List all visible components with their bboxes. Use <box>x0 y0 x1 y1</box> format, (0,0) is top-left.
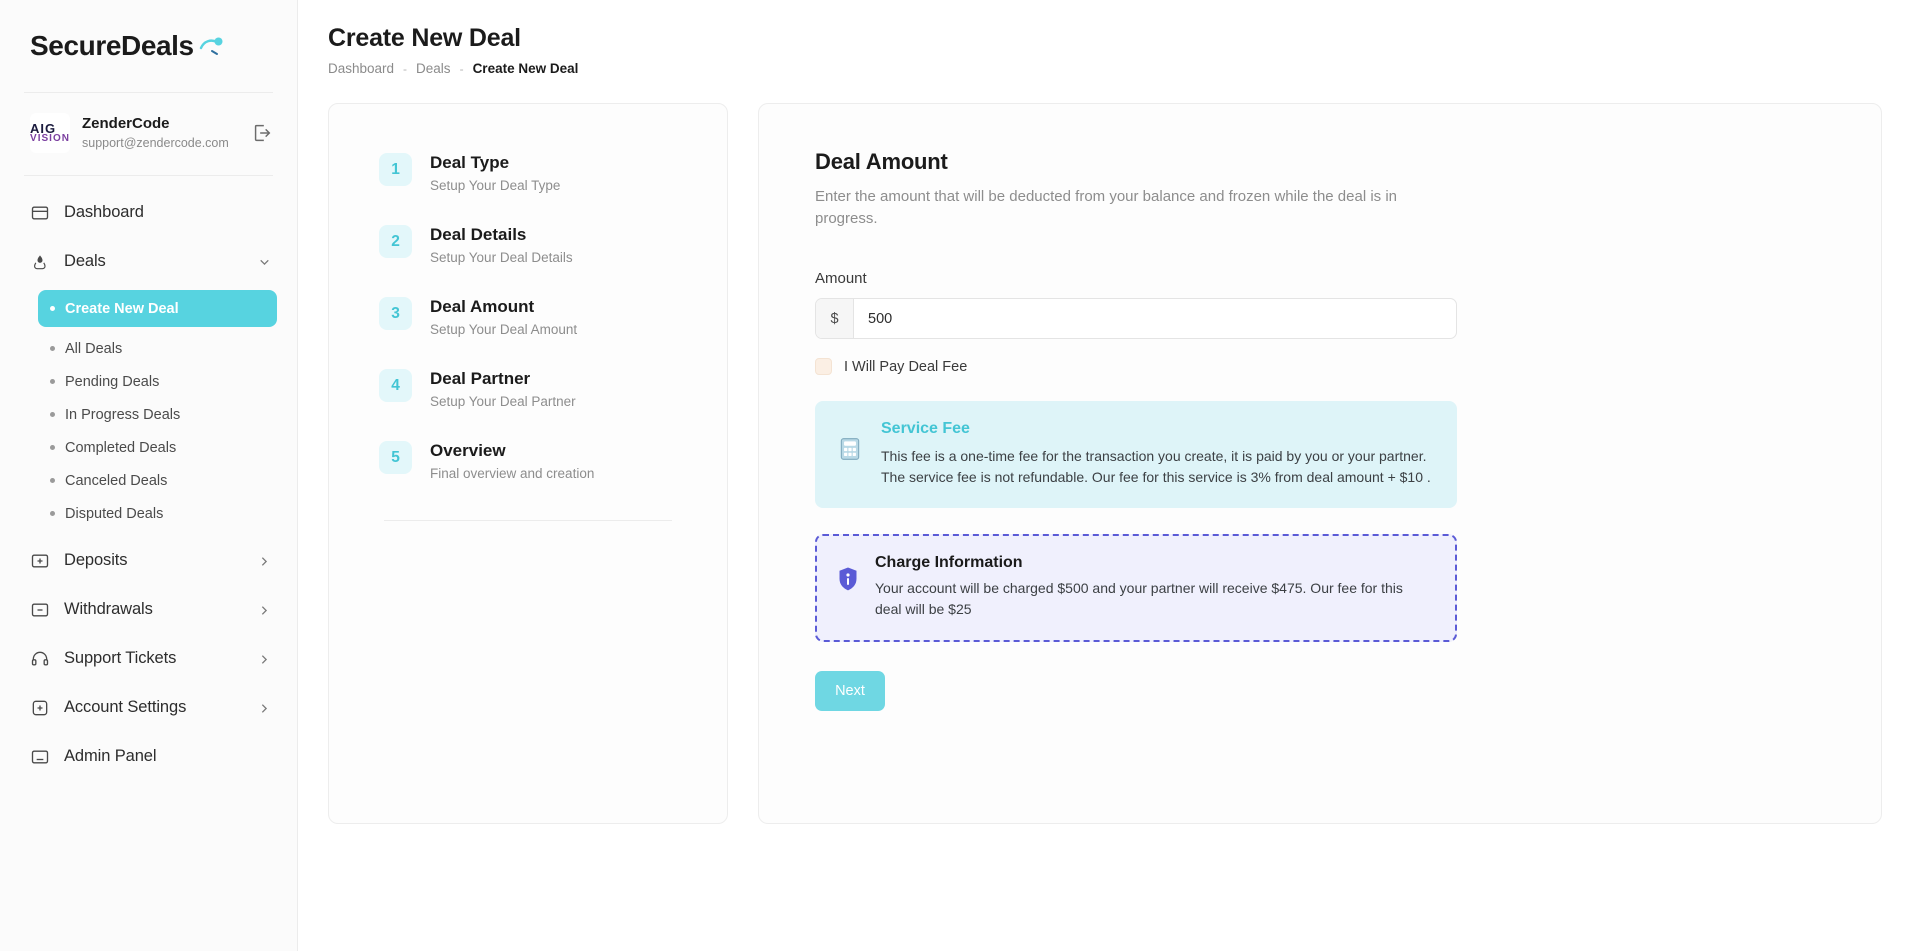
breadcrumb-current: Create New Deal <box>472 61 579 76</box>
next-button[interactable]: Next <box>815 671 885 711</box>
chevron-right-icon[interactable] <box>258 652 271 665</box>
sidebar-item-label: Deals <box>64 252 106 270</box>
deals-icon <box>30 252 50 272</box>
service-fee-title: Service Fee <box>881 420 970 437</box>
step-title: Deal Amount <box>430 297 535 316</box>
sidebar-item-admin-panel[interactable] <box>0 732 297 781</box>
sidebar-item-canceled-deals[interactable] <box>38 464 277 497</box>
sidebar-subitem-label: In Progress Deals <box>65 406 181 423</box>
chevron-right-icon[interactable] <box>258 701 271 714</box>
form-title: Deal Amount <box>815 149 948 174</box>
avatar-line2: VISION <box>30 132 70 144</box>
page-title: Create New Deal <box>328 24 521 52</box>
sidebar-item-create-new-deal[interactable] <box>38 290 277 327</box>
sidebar-subitem-label: Disputed Deals <box>65 505 164 522</box>
service-fee-info <box>815 401 1457 508</box>
step-title: Deal Partner <box>430 369 531 388</box>
sidebar-item-disputed-deals[interactable] <box>38 497 277 530</box>
sidebar-item-withdrawals[interactable] <box>0 585 297 634</box>
settings-icon <box>30 698 50 718</box>
breadcrumb-separator: - <box>459 61 464 76</box>
sidebar-nav <box>0 176 297 781</box>
calculator-icon <box>837 436 863 462</box>
step-subtitle: Setup Your Deal Amount <box>430 322 578 337</box>
info-shield-icon <box>837 566 859 592</box>
amount-field-group <box>815 298 1457 339</box>
step-number: 5 <box>379 441 412 474</box>
logout-icon[interactable] <box>251 122 273 144</box>
breadcrumb-dashboard[interactable]: Dashboard <box>328 61 395 76</box>
content-area <box>328 103 1882 824</box>
step-overview[interactable] <box>359 426 697 498</box>
step-title: Overview <box>430 441 506 460</box>
dashboard-icon <box>30 203 50 223</box>
step-subtitle: Final overview and creation <box>430 466 595 481</box>
sidebar-subitem-label: All Deals <box>65 340 123 357</box>
step-title: Deal Type <box>430 153 510 172</box>
steps-card <box>328 103 728 824</box>
avatar <box>30 113 70 153</box>
step-deal-partner[interactable] <box>359 354 697 426</box>
step-number: 2 <box>379 225 412 258</box>
step-number: 3 <box>379 297 412 330</box>
form-description: Enter the amount that will be deducted from your balance and frozen while the deal is in progress. <box>815 188 1398 227</box>
bullet-icon <box>50 346 55 351</box>
sidebar-subitem-label: Canceled Deals <box>65 472 168 489</box>
steps-divider <box>384 520 672 521</box>
bullet-icon <box>50 445 55 450</box>
sidebar-item-pending-deals[interactable] <box>38 365 277 398</box>
bullet-icon <box>50 306 55 311</box>
step-deal-type[interactable] <box>359 138 697 210</box>
charge-information-text: Your account will be charged $500 and your partner will receive $475. Our fee for this deal will be $25 <box>875 580 1403 617</box>
charge-information <box>815 534 1457 642</box>
sidebar-subitem-label: Completed Deals <box>65 439 177 456</box>
sidebar-item-dashboard[interactable] <box>0 188 297 237</box>
step-number: 4 <box>379 369 412 402</box>
bullet-icon <box>50 478 55 483</box>
sidebar-item-label: Account Settings <box>64 698 187 716</box>
step-deal-amount[interactable] <box>359 282 697 354</box>
step-deal-details[interactable] <box>359 210 697 282</box>
deals-submenu <box>0 286 297 536</box>
step-subtitle: Setup Your Deal Partner <box>430 394 576 409</box>
sidebar-item-label: Deposits <box>64 551 128 569</box>
step-title: Deal Details <box>430 225 527 244</box>
chevron-down-icon[interactable] <box>258 255 271 268</box>
sidebar-item-account-settings[interactable] <box>0 683 297 732</box>
amount-input[interactable] <box>854 299 1456 338</box>
chevron-right-icon[interactable] <box>258 603 271 616</box>
pay-fee-label: I Will Pay Deal Fee <box>844 358 968 375</box>
sidebar-item-label: Admin Panel <box>64 747 157 765</box>
step-subtitle: Setup Your Deal Type <box>430 178 561 193</box>
chevron-right-icon[interactable] <box>258 554 271 567</box>
currency-prefix: $ <box>816 299 854 338</box>
brand-name: SecureDeals <box>30 30 194 61</box>
sidebar-item-completed-deals[interactable] <box>38 431 277 464</box>
bullet-icon <box>50 379 55 384</box>
sidebar-item-deposits[interactable] <box>0 536 297 585</box>
avatar-line1: AIG <box>30 120 57 136</box>
admin-icon <box>30 747 50 767</box>
sidebar-subitem-label: Create New Deal <box>65 300 179 317</box>
account-name: ZenderCode <box>82 115 170 132</box>
sidebar-item-label: Support Tickets <box>64 649 177 667</box>
step-number: 1 <box>379 153 412 186</box>
deal-amount-form <box>758 103 1882 824</box>
bullet-icon <box>50 412 55 417</box>
sidebar-item-all-deals[interactable] <box>38 332 277 365</box>
pay-fee-checkbox-row[interactable] <box>815 358 1825 375</box>
service-fee-text: This fee is a one-time fee for the transaction you create, it is paid by you or your partner. The service fee is not refundable. Our fee for this service is 3% from deal amount + $10 . <box>881 448 1431 485</box>
deposits-icon <box>30 551 50 571</box>
sidebar <box>0 0 298 951</box>
account-email: support@zendercode.com <box>82 136 229 150</box>
step-subtitle: Setup Your Deal Details <box>430 250 573 265</box>
breadcrumb <box>328 61 1882 76</box>
pay-fee-checkbox[interactable] <box>815 358 832 375</box>
breadcrumb-deals[interactable]: Deals <box>416 61 451 76</box>
sidebar-item-in-progress-deals[interactable] <box>38 398 277 431</box>
link-mark-icon <box>198 36 224 61</box>
sidebar-item-label: Dashboard <box>64 203 144 221</box>
charge-information-title: Charge Information <box>875 554 1023 571</box>
amount-label: Amount <box>815 270 867 287</box>
support-icon <box>30 649 50 669</box>
account-summary[interactable] <box>0 93 297 175</box>
sidebar-subitem-label: Pending Deals <box>65 373 160 390</box>
sidebar-item-support-tickets[interactable] <box>0 634 297 683</box>
brand-logo[interactable] <box>0 0 297 92</box>
main-content <box>298 0 1910 951</box>
withdrawals-icon <box>30 600 50 620</box>
sidebar-item-label: Withdrawals <box>64 600 153 618</box>
breadcrumb-separator: - <box>403 61 408 76</box>
bullet-icon <box>50 511 55 516</box>
sidebar-item-deals[interactable] <box>0 237 297 286</box>
